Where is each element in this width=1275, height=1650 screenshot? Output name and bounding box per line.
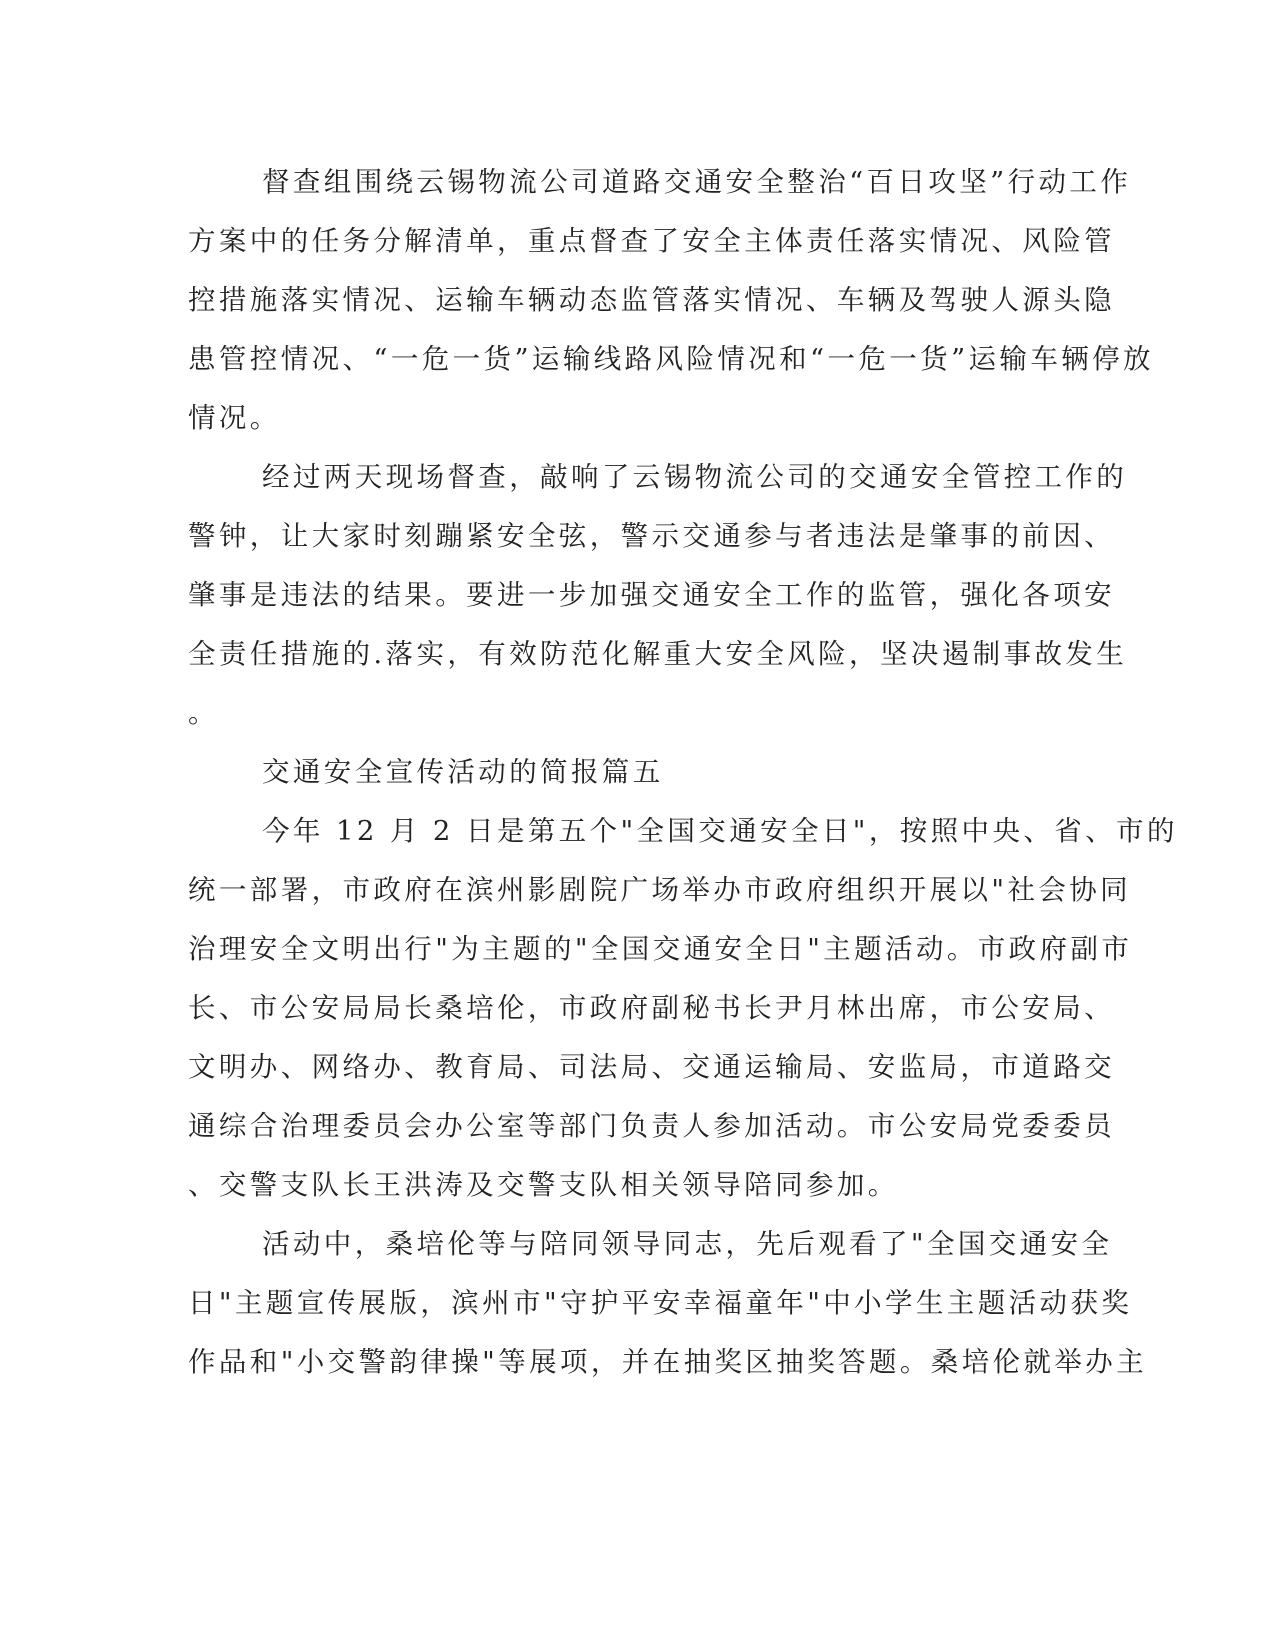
text-line: 患管控情况、“一危一货”运输线路风险情况和“一危一货”运输车辆停放 — [188, 343, 1154, 375]
text-line: 警钟，让大家时刻蹦紧安全弦，警示交通参与者违法是肇事的前因、 — [188, 520, 1115, 552]
text-line: 活动中，桑培伦等与陪同领导同志，先后观看了"全国交通安全 — [262, 1228, 1113, 1260]
text-line: 全责任措施的.落实，有效防范化解重大安全风险，坚决遏制事故发生 — [188, 638, 1128, 670]
text-line: 治理安全文明出行"为主题的"全国交通安全日"主题活动。市政府副市 — [188, 933, 1133, 965]
text-line: 今年 12 月 2 日是第五个"全国交通安全日"，按照中央、省、市的 — [262, 815, 1178, 847]
text-line: 长、市公安局局长桑培伦，市政府副秘书长尹月林出席，市公安局、 — [188, 992, 1115, 1024]
text-line: 方案中的任务分解清单，重点督查了安全主体责任落实情况、风险管 — [188, 225, 1115, 257]
text-line: 。 — [188, 697, 219, 729]
text-line: 统一部署，市政府在滨州影剧院广场举办市政府组织开展以"社会协同 — [188, 874, 1132, 906]
section-heading: 交通安全宣传活动的简报篇五 — [262, 756, 664, 788]
text-line: 、交警支队长王洪涛及交警支队相关领导陪同参加。 — [188, 1169, 899, 1201]
text-line: 情况。 — [188, 402, 281, 434]
text-line: 通综合治理委员会办公室等部门负责人参加活动。市公安局党委委员 — [188, 1110, 1115, 1142]
text-line: 日"主题宣传展版，滨州市"守护平安幸福童年"中小学生主题活动获奖 — [188, 1287, 1133, 1319]
text-line: 作品和"小交警韵律操"等展项，并在抽奖区抽奖答题。桑培伦就举办主 — [188, 1346, 1148, 1378]
text-line: 肇事是违法的结果。要进一步加强交通安全工作的监管，强化各项安 — [188, 579, 1115, 611]
text-line: 经过两天现场督查，敲响了云锡物流公司的交通安全管控工作的 — [262, 461, 1128, 493]
text-line: 督查组围绕云锡物流公司道路交通安全整治“百日攻坚”行动工作 — [262, 166, 1132, 198]
text-line: 控措施落实情况、运输车辆动态监管落实情况、车辆及驾驶人源头隐 — [188, 284, 1115, 316]
text-line: 文明办、网络办、教育局、司法局、交通运输局、安监局，市道路交 — [188, 1051, 1115, 1083]
